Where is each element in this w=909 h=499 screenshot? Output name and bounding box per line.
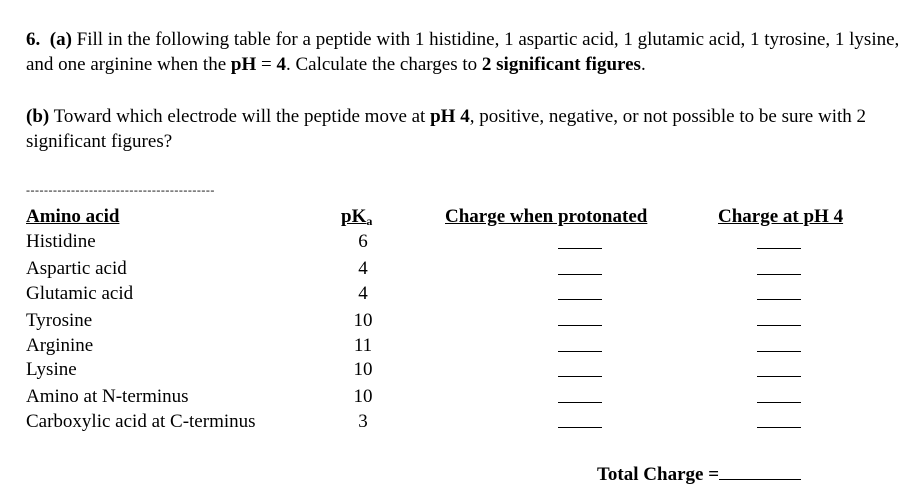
- blank-charge-protonated[interactable]: [558, 426, 602, 428]
- row-pka: 10: [353, 359, 373, 380]
- total-charge-label: Total Charge =: [597, 464, 720, 485]
- row-pka: 10: [353, 310, 373, 331]
- row-pka: 11: [353, 335, 373, 356]
- total-charge-blank[interactable]: [719, 461, 801, 480]
- row-name: Carboxylic acid at C-terminus: [26, 411, 256, 432]
- header-charge-protonated: Charge when protonated: [445, 206, 648, 227]
- blank-charge-ph4[interactable]: [757, 426, 801, 428]
- blank-charge-ph4[interactable]: [757, 401, 801, 403]
- part-a-text2: =: [256, 54, 277, 75]
- total-charge: [597, 461, 801, 487]
- part-b-text2: , positive, negative, or not possible to be sure with 2 significant figures?: [26, 106, 867, 152]
- blank-charge-protonated[interactable]: [558, 375, 602, 377]
- part-b-ph: pH 4: [430, 106, 470, 127]
- row-pka: 4: [358, 258, 368, 279]
- row-name: Tyrosine: [26, 310, 93, 331]
- question-part-a: [26, 27, 906, 77]
- part-b-text1: Toward which electrode will the peptide move at: [53, 106, 431, 127]
- row-name: Aspartic acid: [26, 258, 127, 279]
- part-a-ph: pH: [230, 54, 257, 75]
- row-pka: 4: [358, 283, 368, 304]
- blank-charge-ph4[interactable]: [757, 298, 801, 300]
- header-pka: [341, 204, 372, 231]
- row-name: Arginine: [26, 335, 94, 356]
- header-pka-sub: a: [366, 214, 373, 228]
- part-a-label: (a): [49, 29, 72, 50]
- blank-charge-ph4[interactable]: [757, 273, 801, 275]
- row-name: Histidine: [26, 231, 96, 252]
- blank-charge-protonated[interactable]: [558, 247, 602, 249]
- header-pka-main: pK: [341, 206, 367, 227]
- part-a-sig-figs: 2 significant figures: [481, 54, 641, 75]
- row-name: Amino at N-terminus: [26, 386, 189, 407]
- part-a-text1: Fill in the following table for a peptide with 1 histidine, 1 aspartic acid, 1 glutamic acid, 1 tyrosine, 1 lysine, and one arginine when the: [26, 29, 900, 75]
- part-a-text3: . Calculate the charges to: [285, 54, 482, 75]
- blank-charge-ph4[interactable]: [757, 350, 801, 352]
- row-name: Glutamic acid: [26, 283, 134, 304]
- blank-charge-protonated[interactable]: [558, 350, 602, 352]
- part-b-label: (b): [26, 106, 50, 127]
- question-number: 6.: [26, 29, 41, 50]
- question-part-b: [26, 104, 906, 154]
- blank-charge-protonated[interactable]: [558, 401, 602, 403]
- blank-charge-protonated[interactable]: [558, 273, 602, 275]
- blank-charge-ph4[interactable]: [757, 247, 801, 249]
- dashed-divider: ------------------------------------------: [26, 183, 215, 197]
- header-amino-acid: Amino acid: [26, 206, 120, 227]
- header-charge-ph4: Charge at pH 4: [718, 206, 844, 227]
- blank-charge-protonated[interactable]: [558, 298, 602, 300]
- blank-charge-ph4[interactable]: [757, 324, 801, 326]
- part-a-text4: .: [640, 54, 646, 75]
- row-name: Lysine: [26, 359, 77, 380]
- row-pka: 10: [353, 386, 373, 407]
- part-a-ph-value: 4: [276, 54, 286, 75]
- blank-charge-protonated[interactable]: [558, 324, 602, 326]
- row-pka: 3: [358, 411, 368, 432]
- row-pka: 6: [358, 231, 368, 252]
- blank-charge-ph4[interactable]: [757, 375, 801, 377]
